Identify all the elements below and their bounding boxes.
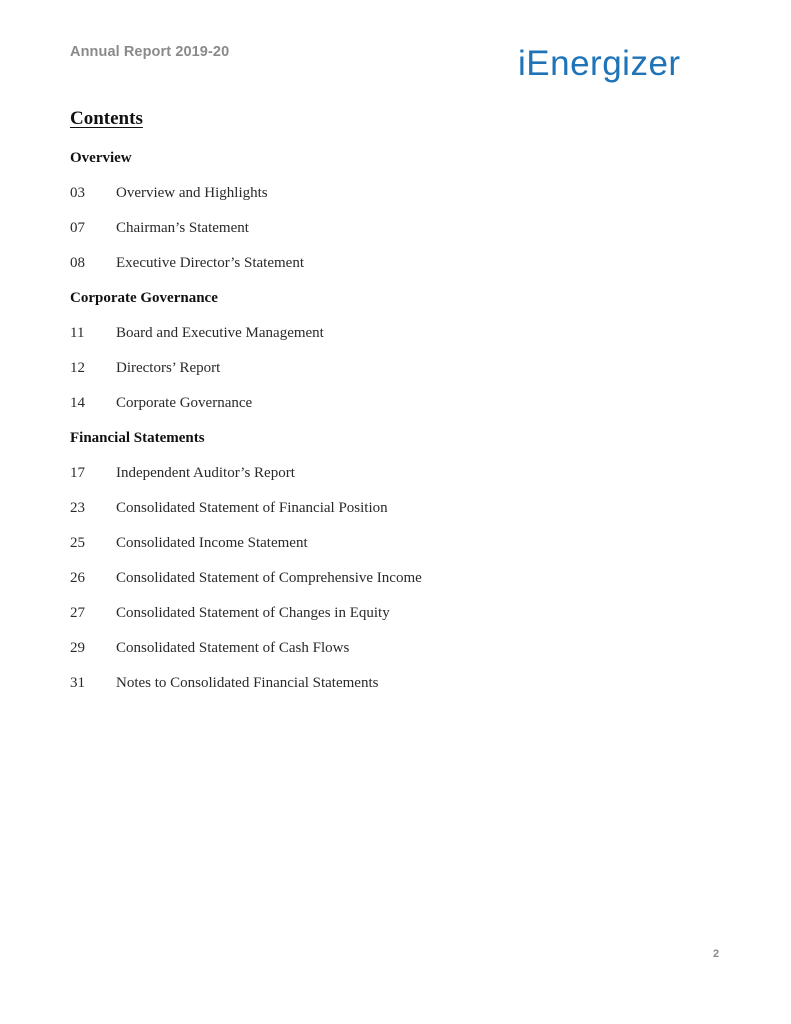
toc-page-number: 12 bbox=[70, 360, 85, 376]
report-label: Annual Report 2019-20 bbox=[70, 44, 230, 60]
section-heading-corporate-governance: Corporate Governance bbox=[70, 290, 218, 306]
toc-entry[interactable] bbox=[70, 675, 378, 692]
section-heading-financial-statements: Financial Statements bbox=[70, 430, 205, 446]
toc-entry[interactable] bbox=[70, 640, 349, 657]
toc-entry[interactable] bbox=[70, 465, 295, 482]
toc-page-number: 14 bbox=[70, 395, 85, 411]
toc-entry-title: Notes to Consolidated Financial Statements bbox=[116, 675, 379, 691]
toc-page-number: 03 bbox=[70, 185, 85, 201]
ienergizer-logo: iEnergizer bbox=[518, 44, 681, 83]
toc-entry-title: Executive Director’s Statement bbox=[116, 255, 304, 271]
toc-entry-title: Independent Auditor’s Report bbox=[116, 465, 295, 481]
toc-entry[interactable] bbox=[70, 535, 308, 552]
section-heading-overview: Overview bbox=[70, 150, 132, 166]
toc-entry[interactable] bbox=[70, 255, 304, 272]
toc-page-number: 23 bbox=[70, 500, 85, 516]
page-number: 2 bbox=[713, 948, 720, 960]
toc-entry[interactable] bbox=[70, 500, 388, 517]
toc-page-number: 25 bbox=[70, 535, 85, 551]
toc-entry[interactable] bbox=[70, 570, 422, 587]
toc-entry-title: Chairman’s Statement bbox=[116, 220, 249, 236]
toc-entry[interactable] bbox=[70, 395, 252, 412]
toc-page-number: 27 bbox=[70, 605, 85, 621]
toc-page-number: 31 bbox=[70, 675, 85, 691]
toc-entry-title: Consolidated Statement of Changes in Equity bbox=[116, 605, 390, 621]
toc-entry-title: Directors’ Report bbox=[116, 360, 221, 376]
toc-page-number: 11 bbox=[70, 325, 85, 341]
toc-entry-title: Consolidated Statement of Cash Flows bbox=[116, 640, 350, 656]
toc-entry-title: Consolidated Income Statement bbox=[116, 535, 308, 551]
toc-page-number: 07 bbox=[70, 220, 85, 236]
toc-entry[interactable] bbox=[70, 185, 268, 202]
toc-entry-title: Consolidated Statement of Financial Position bbox=[116, 500, 388, 516]
toc-page-number: 08 bbox=[70, 255, 85, 271]
toc-entry[interactable] bbox=[70, 360, 220, 377]
toc-page-number: 26 bbox=[70, 570, 85, 586]
toc-entry[interactable] bbox=[70, 325, 324, 342]
toc-entry-title: Corporate Governance bbox=[116, 395, 253, 411]
contents-title: Contents bbox=[70, 108, 143, 129]
toc-entry-title: Board and Executive Management bbox=[116, 325, 324, 341]
toc-page-number: 29 bbox=[70, 640, 85, 656]
toc-entry[interactable] bbox=[70, 605, 390, 622]
toc-page-number: 17 bbox=[70, 465, 85, 481]
toc-entry-title: Overview and Highlights bbox=[116, 185, 268, 201]
toc-entry[interactable] bbox=[70, 220, 249, 237]
toc-entry-title: Consolidated Statement of Comprehensive Income bbox=[116, 570, 422, 586]
